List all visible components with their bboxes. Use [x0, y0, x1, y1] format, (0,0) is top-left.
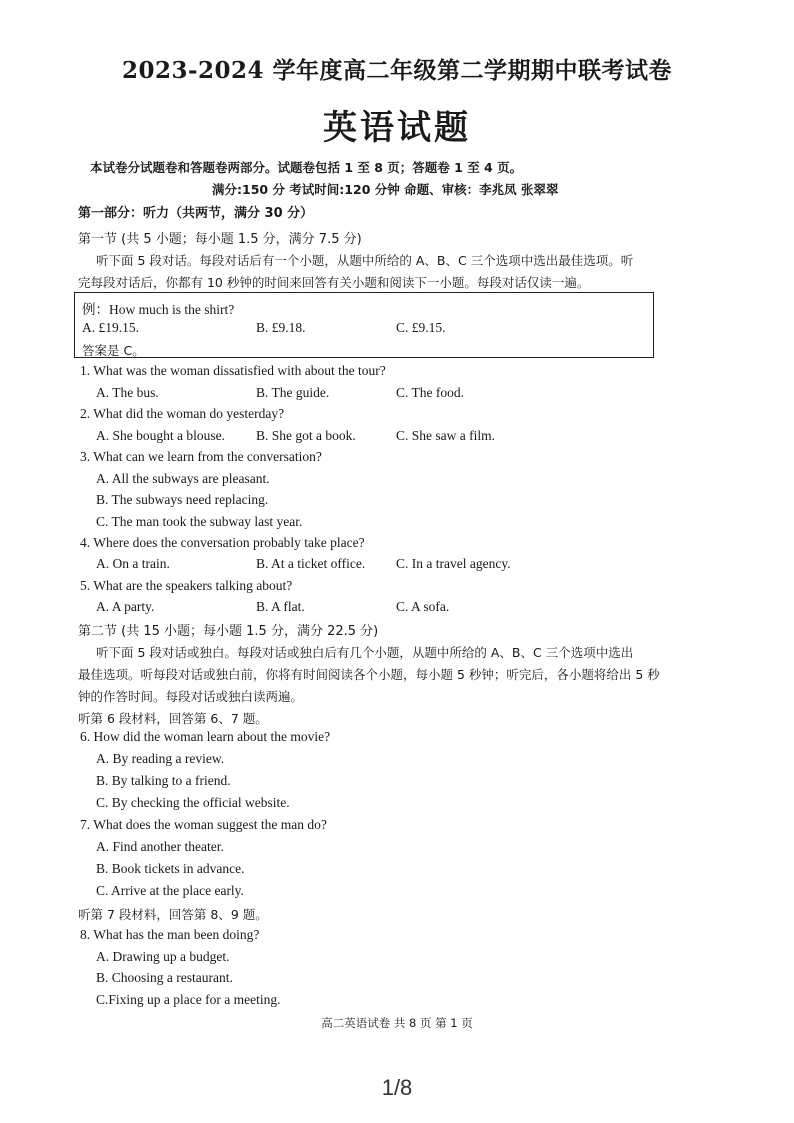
q7-option-c: C. Arrive at the place early. — [96, 883, 244, 898]
example-option-a: A. £19.15. — [82, 320, 139, 335]
part1-heading: 第一部分：听力（共两节，满分 30 分） — [78, 206, 314, 221]
material-7-note: 听第 7 段材料，回答第 8、9 题。 — [78, 907, 268, 922]
material-6-note: 听第 6 段材料，回答第 6、7 题。 — [78, 711, 268, 726]
q3-option-a: A. All the subways are pleasant. — [96, 471, 270, 486]
section1-heading: 第一节 (共 5 小题；每小题 1.5 分，满分 7.5 分) — [78, 232, 362, 247]
q5-option-b: B. A flat. — [256, 599, 305, 614]
paper-info: 本试卷分试题卷和答题卷两部分。试题卷包括 1 至 8 页；答题卷 1 至 4 页。 — [90, 160, 523, 175]
q7-option-a: A. Find another theater. — [96, 839, 224, 854]
section2-instructions-2: 最佳选项。听每段对话或独白前，你将有时间阅读各个小题，每小题 5 秒钟；听完后，各小题将给出 5 秒 — [78, 667, 660, 682]
q8-option-a: A. Drawing up a budget. — [96, 949, 230, 964]
q4-option-a: A. On a train. — [96, 556, 170, 571]
q5-option-c: C. A sofa. — [396, 599, 450, 614]
q8-option-c: C.Fixing up a place for a meeting. — [96, 992, 281, 1007]
exam-title: 2023-2024 学年度高二年级第二学期期中联考试卷 — [121, 57, 673, 84]
section1-instructions-2: 完每段对话后，你都有 10 秒钟的时间来回答有关小题和阅读下一小题。每段对话仅读一遍。 — [78, 275, 590, 290]
q7-option-b: B. Book tickets in advance. — [96, 861, 245, 876]
q4-option-c: C. In a travel agency. — [396, 556, 511, 571]
example-question: 例：How much is the shirt? — [82, 302, 235, 317]
q5-stem: 5. What are the speakers talking about? — [80, 578, 293, 593]
q6-option-b: B. By talking to a friend. — [96, 773, 231, 788]
q2-option-b: B. She got a book. — [256, 428, 356, 443]
q8-option-b: B. Choosing a restaurant. — [96, 970, 233, 985]
q1-option-b: B. The guide. — [256, 385, 330, 400]
q5-option-a: A. A party. — [96, 599, 155, 614]
q6-option-a: A. By reading a review. — [96, 751, 225, 766]
q6-option-c: C. By checking the official website. — [96, 795, 290, 810]
page-indicator: 1/8 — [381, 1075, 413, 1100]
q6-stem: 6. How did the woman learn about the movie? — [80, 729, 331, 744]
q2-option-c: C. She saw a film. — [396, 428, 495, 443]
q7-stem: 7. What does the woman suggest the man do? — [80, 817, 327, 832]
example-option-b: B. £9.18. — [256, 320, 306, 335]
q3-option-b: B. The subways need replacing. — [96, 492, 269, 507]
q4-option-b: B. At a ticket office. — [256, 556, 366, 571]
section1-instructions-1: 听下面 5 段对话。每段对话后有一个小题，从题中所给的 A、B、C 三个选项中选出最佳选项。听 — [96, 253, 634, 268]
score-time-info: 满分:150 分 考试时间:120 分钟 命题、审核：李兆凤 张翠翠 — [212, 182, 559, 197]
q3-stem: 3. What can we learn from the conversation? — [80, 449, 322, 464]
section2-instructions-1: 听下面 5 段对话或独白。每段对话或独白后有几个小题，从题中所给的 A、B、C 三个选项中选出 — [96, 645, 634, 660]
q2-stem: 2. What did the woman do yesterday? — [80, 406, 285, 421]
q4-stem: 4. Where does the conversation probably take place? — [80, 535, 365, 550]
example-option-c: C. £9.15. — [396, 320, 446, 335]
subject-title: 英语试题 — [323, 108, 471, 148]
example-answer: 答案是 C。 — [82, 343, 145, 358]
section2-instructions-3: 钟的作答时间。每段对话或独白读两遍。 — [78, 689, 304, 704]
q3-option-c: C. The man took the subway last year. — [96, 514, 303, 529]
q1-option-a: A. The bus. — [96, 385, 159, 400]
q1-option-c: C. The food. — [396, 385, 464, 400]
q1-stem: 1. What was the woman dissatisfied with about the tour? — [80, 363, 386, 378]
q2-option-a: A. She bought a blouse. — [96, 428, 225, 443]
page-footer: 高二英语试卷 共 8 页 第 1 页 — [321, 1016, 473, 1030]
q8-stem: 8. What has the man been doing? — [80, 927, 260, 942]
section2-heading: 第二节 (共 15 小题；每小题 1.5 分，满分 22.5 分) — [78, 624, 379, 639]
